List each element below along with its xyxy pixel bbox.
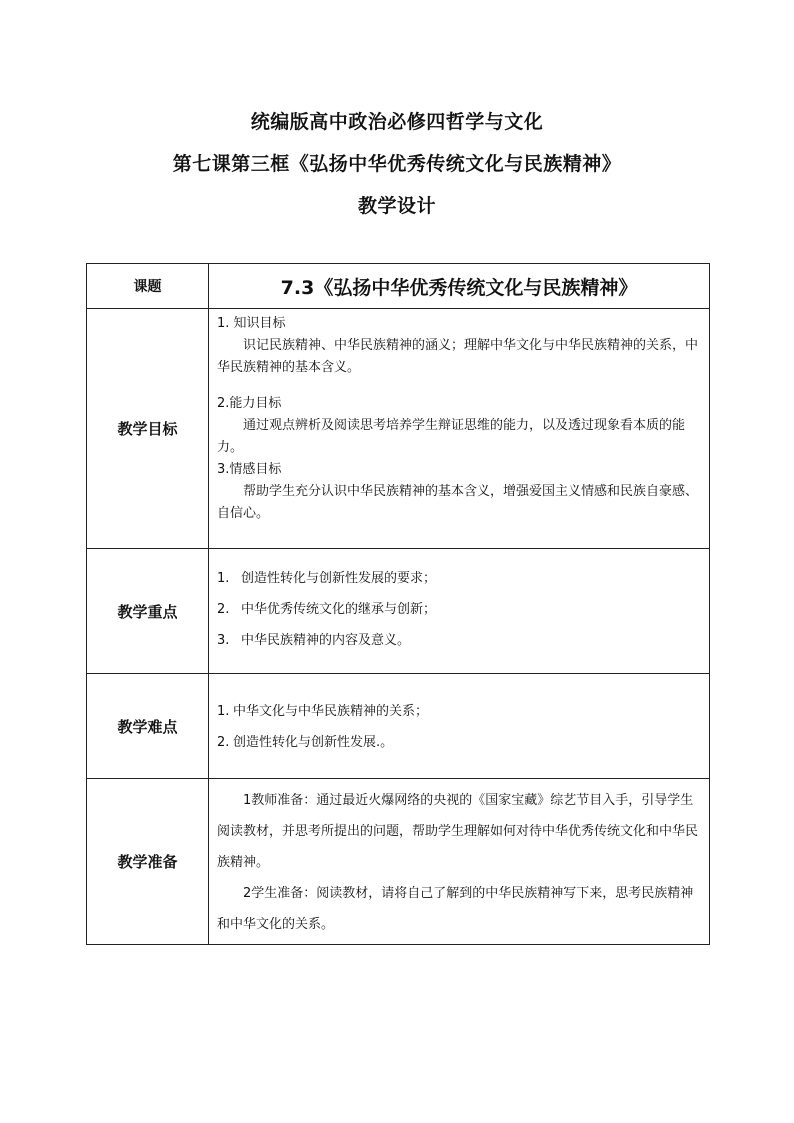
emotion-goal-text: 帮助学生充分认识中华民族精神的基本含义，增强爱国主义情感和民族自豪感、自信心。 (217, 484, 699, 521)
difficulties-row (87, 674, 710, 779)
goals-content (209, 309, 710, 549)
document-subtitle: 教学设计 (357, 195, 436, 217)
ability-goal-text: 通过观点辨析及阅读思考培养学生辩证思维的能力，以及透过现象看本质的能力。 (217, 418, 686, 455)
emotion-goal-title: 3.情感目标 (217, 462, 282, 477)
knowledge-goal-text: 识记民族精神、中华民族精神的涵义；理解中华文化与中华民族精神的关系，中华民族精神的基本含义。 (217, 338, 699, 375)
teacher-preparation: 1教师准备：通过最近火爆网络的央视的《国家宝藏》综艺节目入手，引导学生阅读教材，并思考所提出的问题，帮助学生理解如何对待中华优秀传统文化和中华民族精神。 (217, 793, 699, 870)
key-points-content (209, 549, 710, 674)
student-preparation: 2学生准备：阅读教材，请将自己了解到的中华民族精神写下来，思考民族精神和中华文化的关系。 (217, 886, 694, 932)
knowledge-goal-title: 1. 知识目标 (217, 316, 286, 331)
list-item: 3. 中华民族精神的内容及意义。 (217, 633, 411, 648)
preparation-label: 教学准备 (87, 779, 209, 945)
lesson-plan-table (86, 263, 710, 945)
ability-goal-title: 2.能力目标 (217, 396, 282, 411)
goals-label: 教学目标 (87, 309, 209, 549)
list-item: 1. 创造性转化与创新性发展的要求； (217, 571, 437, 586)
topic-row (87, 264, 710, 309)
preparation-content (209, 779, 710, 945)
topic-label: 课题 (87, 264, 209, 309)
key-points-label: 教学重点 (87, 549, 209, 674)
key-points-row (87, 549, 710, 674)
lesson-title: 第七课第三框《弘扬中华优秀传统文化与民族精神》 (172, 153, 622, 175)
list-item: 2. 创造性转化与创新性发展.。 (217, 735, 394, 750)
topic-value: 7.3《弘扬中华优秀传统文化与民族精神》 (209, 264, 710, 309)
goals-row (87, 309, 710, 549)
list-item: 2. 中华优秀传统文化的继承与创新； (217, 602, 437, 617)
list-item: 1. 中华文化与中华民族精神的关系； (217, 704, 429, 719)
difficulties-label: 教学难点 (87, 674, 209, 779)
preparation-row (87, 779, 710, 945)
document-title: 统编版高中政治必修四哲学与文化 (250, 111, 544, 133)
difficulties-content (209, 674, 710, 779)
